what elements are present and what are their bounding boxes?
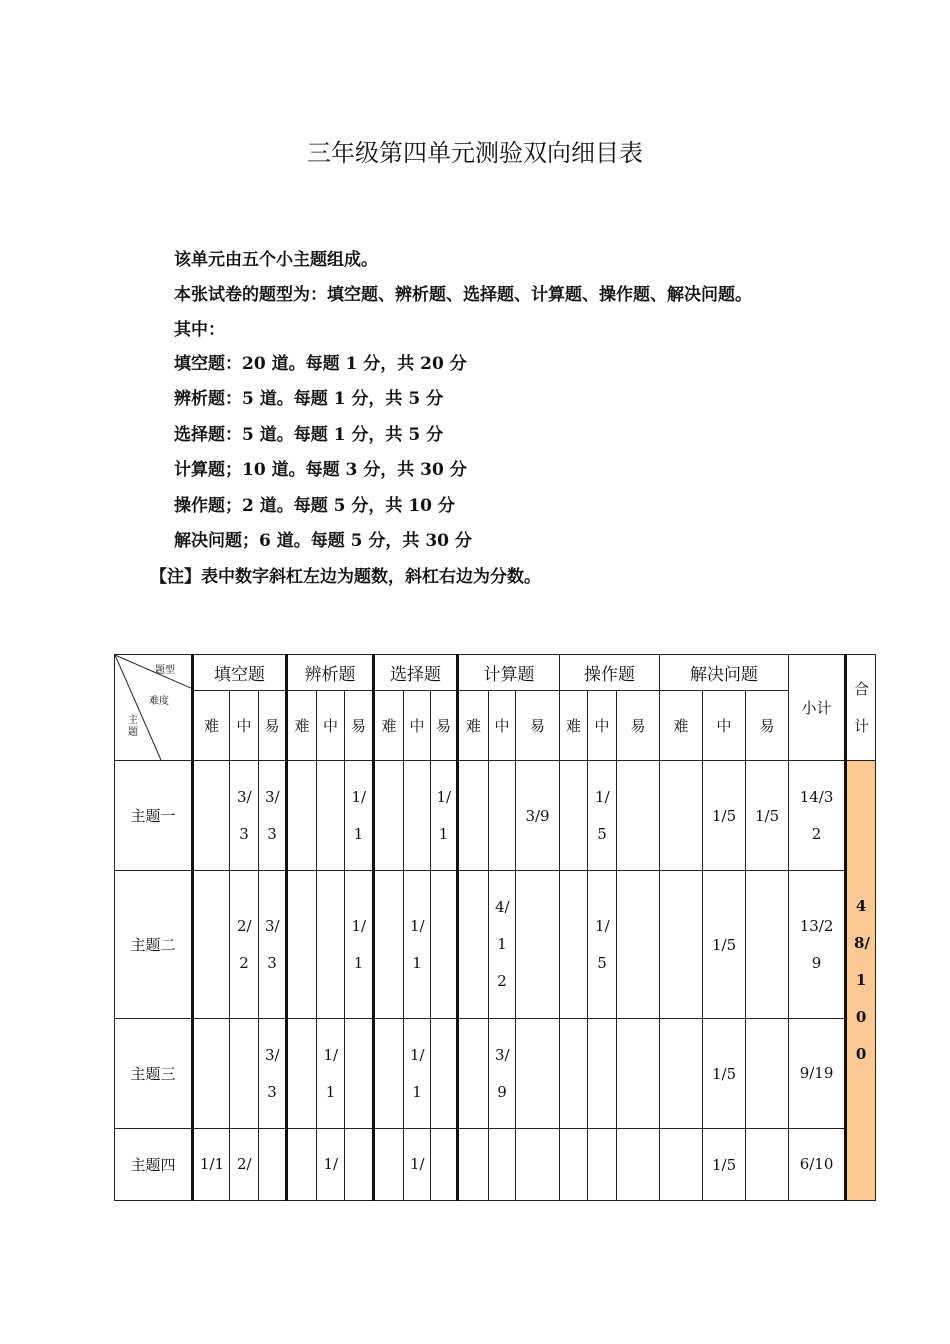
difficulty-header: 中	[404, 691, 431, 761]
intro-line: 选择题：5 道。每题 1 分，共 5 分	[174, 425, 444, 445]
score-cell	[345, 761, 374, 871]
score-cell	[703, 761, 746, 871]
score-value: 1/1	[410, 916, 425, 972]
score-cell	[374, 871, 404, 1019]
score-cell	[588, 1129, 617, 1201]
score-cell	[703, 871, 746, 1019]
score-cell	[458, 761, 489, 871]
score-cell	[588, 1019, 617, 1129]
score-value: 3/3	[265, 916, 280, 972]
category-header: 填空题	[193, 655, 287, 691]
difficulty-header: 难	[458, 691, 489, 761]
page-title: 三年级第四单元测验双向细目表	[307, 139, 643, 167]
score-cell	[516, 1019, 560, 1129]
topic-cell: 主题三	[115, 1019, 193, 1129]
score-cell	[489, 1129, 516, 1201]
intro-line: 本张试卷的题型为：填空题、辨析题、选择题、计算题、操作题、解决问题。	[174, 285, 752, 305]
score-cell	[317, 761, 345, 871]
score-value: 4/12	[495, 898, 510, 990]
difficulty-header: 中	[703, 691, 746, 761]
corner-type-label: 题型	[155, 665, 175, 676]
category-header: 解决问题	[660, 655, 789, 691]
score-value: 1/5	[711, 935, 737, 954]
score-cell	[489, 1019, 516, 1129]
score-cell	[317, 1129, 345, 1201]
score-value: 1/1	[199, 1155, 225, 1173]
score-value: 1/1	[436, 787, 452, 843]
intro-line: 其中：	[174, 320, 225, 340]
difficulty-header: 易	[746, 691, 789, 761]
score-value: 1/5	[595, 916, 610, 972]
difficulty-header: 中	[317, 691, 345, 761]
score-cell	[489, 871, 516, 1019]
score-value: 1/5	[595, 787, 610, 843]
subtotal-cell	[789, 1129, 846, 1201]
score-cell	[193, 871, 230, 1019]
score-cell	[617, 1019, 660, 1129]
score-cell	[345, 871, 374, 1019]
topic-cell: 主题四	[115, 1129, 193, 1201]
score-cell	[431, 761, 458, 871]
score-cell	[287, 871, 317, 1019]
score-cell	[404, 1129, 431, 1201]
score-cell	[660, 1019, 703, 1129]
category-header: 辨析题	[287, 655, 374, 691]
score-cell	[746, 1019, 789, 1129]
score-cell	[458, 1019, 489, 1129]
category-header: 操作题	[560, 655, 660, 691]
corner-header-cell	[115, 655, 193, 761]
topic-cell: 主题一	[115, 761, 193, 871]
table-note: 【注】表中数字斜杠左边为题数，斜杠右边为分数。	[150, 567, 541, 587]
score-value: 1/5	[711, 1064, 737, 1083]
score-value: 1/1	[323, 1045, 339, 1101]
score-value: 1/5	[711, 1155, 737, 1174]
intro-line: 操作题；2 道。每题 5 分，共 10 分	[174, 496, 455, 516]
score-cell	[259, 871, 287, 1019]
score-value: 3/9	[525, 806, 550, 825]
score-cell	[516, 1129, 560, 1201]
score-cell	[588, 871, 617, 1019]
score-cell	[230, 1129, 259, 1201]
score-cell	[287, 1019, 317, 1129]
score-cell	[317, 871, 345, 1019]
subtotal-cell	[789, 761, 846, 871]
difficulty-header: 中	[489, 691, 516, 761]
score-cell	[660, 871, 703, 1019]
score-cell	[617, 761, 660, 871]
score-cell	[404, 1019, 431, 1129]
difficulty-header: 中	[230, 691, 259, 761]
score-value: 3/3	[265, 1045, 280, 1101]
score-cell	[374, 1019, 404, 1129]
score-cell	[703, 1019, 746, 1129]
difficulty-header: 易	[259, 691, 287, 761]
score-value: 1/1	[351, 916, 367, 972]
intro-line: 解决问题；6 道。每题 5 分，共 30 分	[174, 531, 472, 551]
score-value: 2/	[237, 1155, 252, 1173]
score-cell	[374, 1129, 404, 1201]
intro-line: 该单元由五个小主题组成。	[174, 250, 378, 270]
score-cell	[660, 761, 703, 871]
total-label: 合计	[854, 679, 870, 735]
difficulty-header: 易	[617, 691, 660, 761]
score-cell	[458, 1129, 489, 1201]
subtotal-cell	[789, 871, 846, 1019]
score-cell	[287, 1129, 317, 1201]
score-cell	[317, 1019, 345, 1129]
score-value: 1/	[323, 1155, 339, 1173]
subtotal-cell	[789, 1019, 846, 1129]
score-cell	[287, 761, 317, 871]
corner-difficulty-label: 难度	[149, 696, 169, 707]
difficulty-header: 难	[660, 691, 703, 761]
category-header: 计算题	[458, 655, 560, 691]
score-cell	[660, 1129, 703, 1201]
score-cell	[431, 871, 458, 1019]
corner-topic-label: 主题	[128, 715, 138, 738]
score-cell	[703, 1129, 746, 1201]
score-value: 3/3	[265, 787, 280, 843]
category-header: 选择题	[374, 655, 458, 691]
difficulty-header: 难	[193, 691, 230, 761]
score-cell	[588, 761, 617, 871]
subtotal-value: 13/29	[799, 916, 834, 972]
score-cell	[746, 1129, 789, 1201]
score-value: 1/	[410, 1155, 425, 1173]
difficulty-header: 易	[345, 691, 374, 761]
grand-total-cell	[846, 761, 876, 1201]
intro-line: 辨析题：5 道。每题 1 分，共 5 分	[174, 389, 444, 409]
score-cell	[193, 1129, 230, 1201]
subtotal-header: 小计	[789, 655, 846, 761]
score-cell	[230, 871, 259, 1019]
subtotal-value: 9/19	[799, 1064, 834, 1082]
score-cell	[746, 761, 789, 871]
score-cell	[617, 871, 660, 1019]
intro-line: 计算题；10 道。每题 3 分，共 30 分	[174, 460, 467, 480]
score-cell	[560, 1019, 588, 1129]
score-cell	[431, 1019, 458, 1129]
score-cell	[374, 761, 404, 871]
difficulty-header: 难	[560, 691, 588, 761]
corner-diagonal-lines	[115, 655, 193, 760]
two-way-spec-table	[114, 654, 876, 1201]
score-value: 1/1	[410, 1045, 425, 1101]
score-cell	[193, 761, 230, 871]
total-header	[846, 655, 876, 761]
score-cell	[746, 871, 789, 1019]
difficulty-header: 难	[287, 691, 317, 761]
score-cell	[259, 761, 287, 871]
score-value: 2/2	[237, 916, 252, 972]
score-value: 1/5	[711, 806, 737, 825]
score-value: 3/9	[495, 1045, 510, 1101]
subtotal-value: 14/32	[799, 787, 834, 843]
score-cell	[560, 1129, 588, 1201]
score-cell	[617, 1129, 660, 1201]
score-cell	[516, 761, 560, 871]
topic-cell: 主题二	[115, 871, 193, 1019]
score-cell	[345, 1129, 374, 1201]
score-cell	[431, 1129, 458, 1201]
difficulty-header: 易	[431, 691, 458, 761]
score-value: 1/1	[351, 787, 367, 843]
score-cell	[516, 871, 560, 1019]
difficulty-header: 易	[516, 691, 560, 761]
score-cell	[560, 871, 588, 1019]
score-cell	[230, 761, 259, 871]
score-cell	[404, 761, 431, 871]
score-cell	[404, 871, 431, 1019]
intro-line: 填空题：20 道。每题 1 分，共 20 分	[174, 354, 467, 374]
score-cell	[259, 1129, 287, 1201]
score-cell	[345, 1019, 374, 1129]
score-value: 3/3	[237, 787, 252, 843]
score-cell	[458, 871, 489, 1019]
score-cell	[489, 761, 516, 871]
score-cell	[230, 1019, 259, 1129]
difficulty-header: 中	[588, 691, 617, 761]
score-value: 1/5	[754, 806, 780, 825]
score-cell	[259, 1019, 287, 1129]
score-cell	[193, 1019, 230, 1129]
score-cell	[560, 761, 588, 871]
subtotal-value: 6/10	[799, 1155, 834, 1173]
difficulty-header: 难	[374, 691, 404, 761]
grand-total-value: 48/100	[854, 897, 870, 1063]
